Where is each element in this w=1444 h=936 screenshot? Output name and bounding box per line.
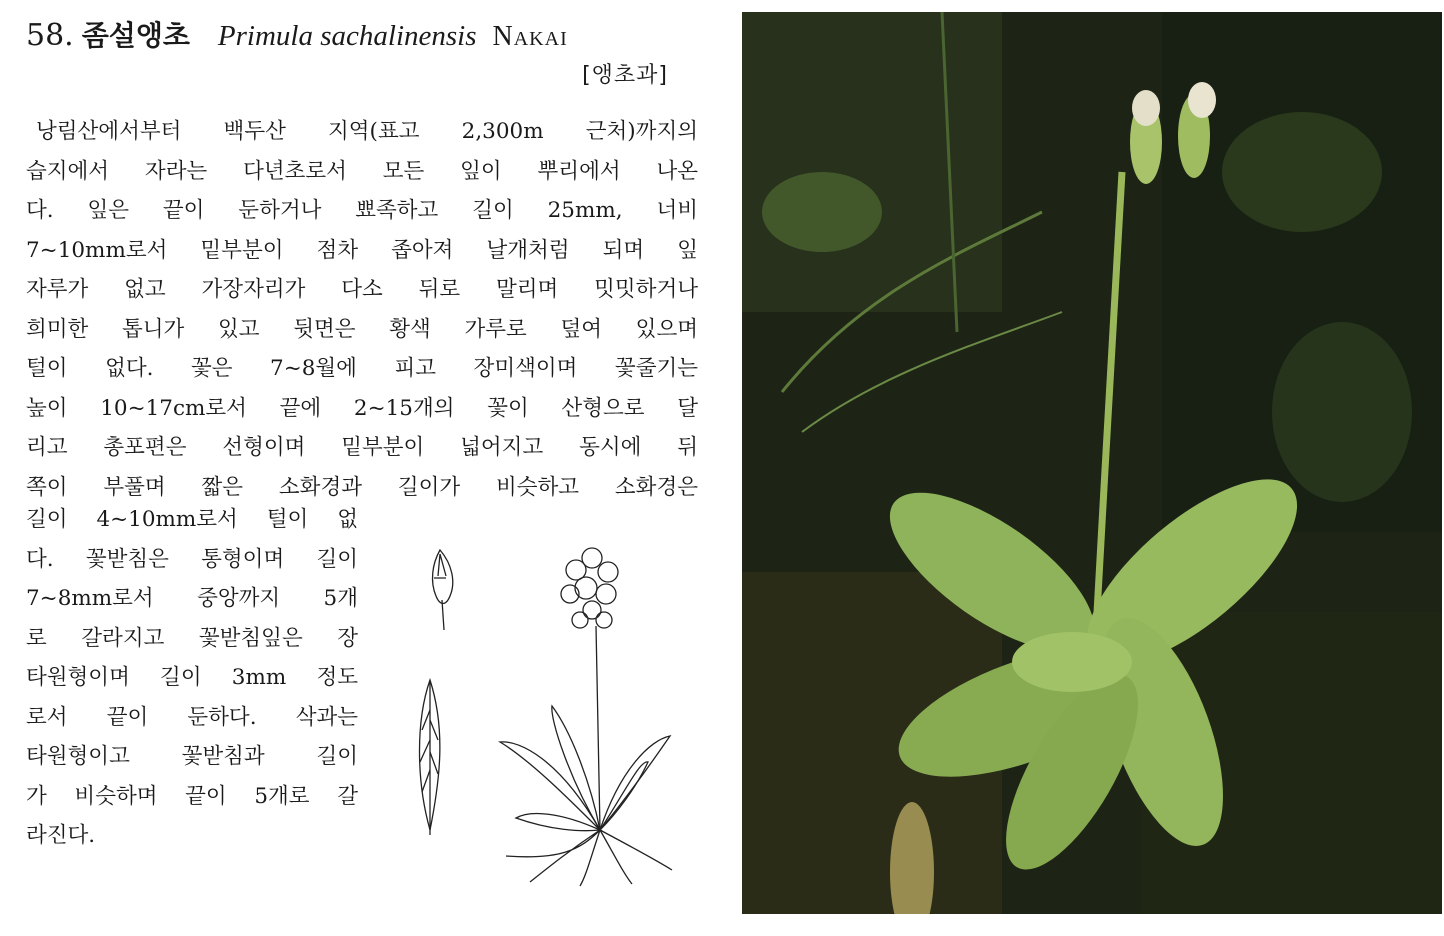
text-line: 털이 없다. 꽃은 7~8월에 피고 장미색이며 꽃줄기는 <box>26 356 698 381</box>
flower-bud-drawing <box>433 550 453 630</box>
text-line: 리고 총포편은 선형이며 밑부분이 넓어지고 동시에 뒤 <box>26 435 698 460</box>
text-line: 타원형이며 길이 3mm 정도 <box>26 665 358 690</box>
text-line: 7~10mm로서 밑부분이 점차 좁아져 날개처럼 되며 잎 <box>26 237 698 263</box>
korean-name: 좀설앵초 <box>81 19 190 52</box>
text-line: 길이 4~10mm로서 털이 없 <box>26 507 358 532</box>
entry-number: 58. <box>26 18 74 53</box>
entry-title <box>26 14 568 54</box>
scientific-name: Primula sachalinensis <box>217 20 477 52</box>
text-line: 가 비슷하며 끝이 5개로 갈 <box>26 783 358 809</box>
text-line: 쪽이 부풀며 짧은 소화경과 길이가 비슷하고 소화경은 <box>26 474 698 500</box>
description-text-narrow <box>26 500 358 856</box>
botanical-line-drawing <box>410 530 690 890</box>
plant-photograph <box>742 12 1442 914</box>
text-line: 자루가 없고 가장자리가 다소 뒤로 말리며 밋밋하거나 <box>26 277 698 302</box>
text-line: 희미한 톱니가 있고 뒷면은 황색 가루로 덮여 있으며 <box>26 316 698 342</box>
text-line: 로 갈라지고 꽃받침잎은 장 <box>26 625 358 651</box>
family-name: [앵초과] <box>582 63 668 88</box>
single-leaf-drawing <box>420 680 440 835</box>
text-line: 다. 꽃받침은 통형이며 길이 <box>26 546 358 572</box>
text-line: 다. 잎은 끝이 둔하거나 뾰족하고 길이 25mm, 너비 <box>26 198 698 223</box>
text-line: 7~8mm로서 중앙까지 5개 <box>26 586 358 611</box>
whole-plant-drawing <box>500 548 672 886</box>
text-line: 높이 10~17cm로서 끝에 2~15개의 꽃이 산형으로 달 <box>26 395 698 421</box>
text-line: 습지에서 자라는 다년초로서 모든 잎이 뿌리에서 나온 <box>26 158 698 184</box>
text-line: 로서 끝이 둔하다. 삭과는 <box>26 704 358 730</box>
text-line: 낭림산에서부터 백두산 지역(표고 2,300m 근처)까지의 <box>36 119 698 144</box>
author-name: Nakai <box>492 21 568 52</box>
text-line: 라진다. <box>26 823 96 848</box>
description-text <box>26 112 698 507</box>
text-line: 타원형이고 꽃받침과 길이 <box>26 744 358 769</box>
